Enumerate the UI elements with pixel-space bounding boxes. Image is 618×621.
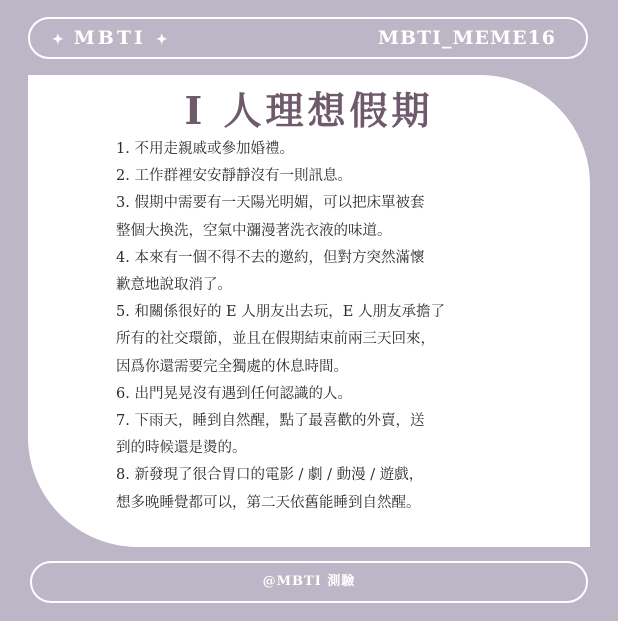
- content-card: [28, 75, 590, 547]
- list-item-line: 3. 假期中需要有一天陽光明媚，可以把床單被套: [116, 195, 425, 212]
- list-item: [116, 408, 556, 462]
- header-account-name: MBTI_MEME16: [377, 27, 556, 49]
- page-title: I 人理想假期: [184, 88, 434, 133]
- list-item-line: 所有的社交環節，並且在假期結束前兩三天回來，: [116, 331, 435, 348]
- list-item-line: 到的時候還是燙的。: [116, 440, 247, 457]
- item-list: [116, 136, 556, 517]
- footer-pill: [30, 561, 588, 603]
- list-item: [116, 163, 556, 190]
- list-item-line: 1. 不用走親戚或參加婚禮。: [116, 141, 294, 157]
- list-item: [116, 299, 556, 381]
- list-item-line: 整個大換洗，空氣中瀰漫著洗衣液的味道。: [116, 222, 392, 239]
- list-item: [116, 381, 556, 408]
- list-item-line: 2. 工作群裡安安靜靜沒有一則訊息。: [116, 168, 352, 185]
- list-item-line: 4. 本來有一個不得不去的邀約，但對方突然滿懷: [116, 249, 425, 266]
- sparkle-icon: ✦: [52, 32, 64, 48]
- list-item: [116, 190, 556, 244]
- header-pill: [28, 17, 588, 59]
- list-item-line: 7. 下雨天，睡到自然醒，點了最喜歡的外賣，送: [116, 413, 425, 430]
- footer-handle: @MBTI 測驗: [262, 574, 356, 589]
- list-item: [116, 245, 556, 299]
- list-item-line: 歉意地說取消了。: [116, 277, 232, 294]
- list-item-line: 5. 和關係很好的 E 人朋友出去玩，E 人朋友承擔了: [116, 304, 445, 321]
- header-left-label: [52, 19, 168, 57]
- list-item-line: 8. 新發現了很合胃口的電影 / 劇 / 動漫 / 遊戲，: [116, 467, 424, 484]
- list-item-line: 6. 出門晃晃沒有遇到任何認識的人。: [116, 385, 352, 402]
- list-item-line: 因爲你還需要完全獨處的休息時間。: [116, 358, 348, 375]
- sparkle-icon: ✦: [155, 32, 168, 48]
- list-item: [116, 136, 556, 163]
- list-item: [116, 462, 556, 516]
- header-mbti-text: MBTI: [73, 27, 146, 49]
- list-item-line: 想多晚睡覺都可以，第二天依舊能睡到自然醒。: [116, 494, 421, 511]
